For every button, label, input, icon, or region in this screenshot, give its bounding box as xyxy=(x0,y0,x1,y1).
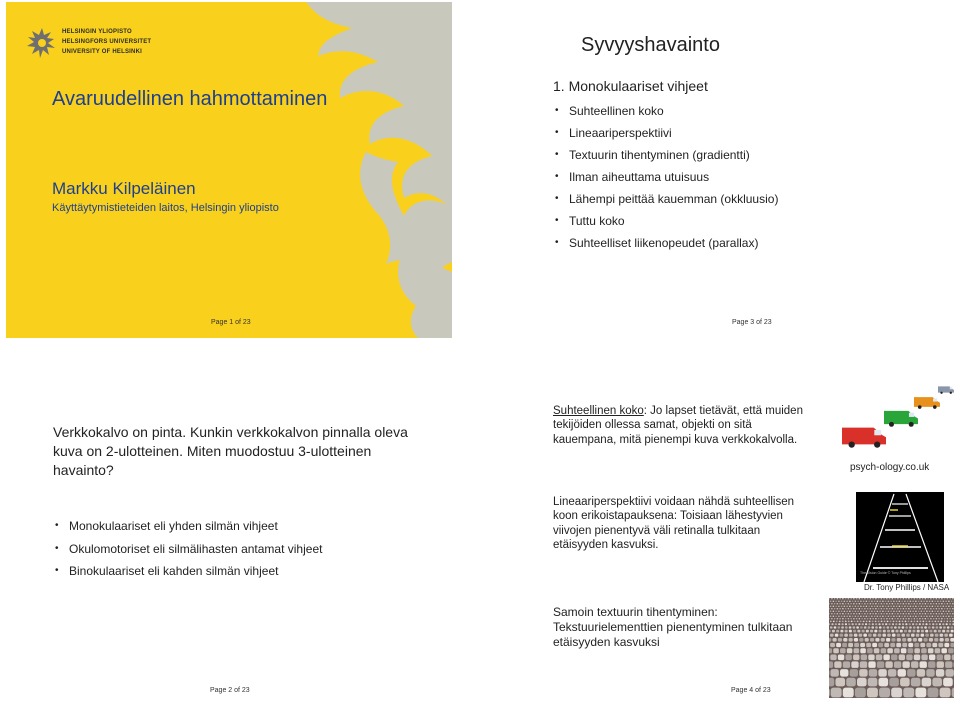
railway-tracks-image xyxy=(856,492,944,582)
van-1 xyxy=(842,428,886,448)
list-item: • Suhteellinen koko xyxy=(555,104,778,126)
van-3 xyxy=(914,397,940,409)
slide-2-question: Verkkokalvo on pinta. Kunkin verkkokalvon pinnalla oleva kuva on 2-ulotteinen. Miten muodostuu 3-ulotteinen havainto? xyxy=(53,424,408,478)
page-number-3: Page 3 of 23 xyxy=(732,319,772,326)
relative-size-term: Suhteellinen koko xyxy=(553,405,644,417)
list-item: • Okulomotoriset eli silmälihasten antamat vihjeet xyxy=(55,542,322,565)
page-number-2: Page 2 of 23 xyxy=(210,687,250,694)
slide-3-title: Syvyyshavainto xyxy=(581,34,720,56)
university-logo-icon xyxy=(24,26,60,62)
monocular-cues-list xyxy=(555,104,778,258)
list-item: • Lähempi peittää kauemman (okkluusio) xyxy=(555,192,778,214)
logo-text-sv: HELSINGFORS UNIVERSITET xyxy=(62,39,152,45)
cobblestone-texture-image xyxy=(829,598,954,698)
vans-illustration xyxy=(838,380,958,456)
van-2 xyxy=(884,411,918,427)
list-item: • Ilman aiheuttama utuisuus xyxy=(555,170,778,192)
list-item: • Textuurin tihentyminen (gradientti) xyxy=(555,148,778,170)
list-item: • Binokulaariset eli kahden silmän vihjeet xyxy=(55,564,322,587)
logo-text-fi: HELSINGIN YLIOPISTO xyxy=(62,29,132,35)
cue-types-list xyxy=(55,519,322,587)
railway-image-credit: Dr. Tony Phillips / NASA xyxy=(864,583,950,592)
van-4 xyxy=(938,386,954,394)
vans-image-credit: psych-ology.co.uk xyxy=(850,462,930,473)
slide-1-title: Avaruudellinen hahmottaminen xyxy=(52,88,328,110)
texture-gradient-paragraph: Samoin textuurin tihentyminen: Tekstuurielementtien pienentyminen tulkitaan etäisyyden kasvuksi xyxy=(553,605,793,649)
list-item: • Monokulaariset eli yhden silmän vihjeet xyxy=(55,519,322,542)
relative-size-paragraph xyxy=(553,404,813,447)
logo-text-en: UNIVERSITY OF HELSINKI xyxy=(62,49,142,55)
slide-1-title-slide xyxy=(6,2,452,338)
list-item: • Tuttu koko xyxy=(555,214,778,236)
author-name: Markku Kilpeläinen xyxy=(52,179,196,198)
list-item: • Suhteelliset liikenopeudet (parallax) xyxy=(555,236,778,258)
page-number-4: Page 4 of 23 xyxy=(731,687,771,694)
slide-3-heading: 1. Monokulaariset vihjeet xyxy=(553,78,708,94)
list-item: • Lineaariperspektiivi xyxy=(555,126,778,148)
linear-perspective-paragraph: Lineaariperspektiivi voidaan nähdä suhteellisen koon erikoistapauksena: Toisiaan lähestyvien viivojen pienentyvä väli retinalla tulkitaan etäisyyden kasvuksi. xyxy=(553,496,795,552)
railway-image-caption: The Vision Guide © Tony Phillips xyxy=(860,571,911,575)
page-number-1: Page 1 of 23 xyxy=(211,319,251,326)
author-affiliation: Käyttäytymistieteiden laitos, Helsingin yliopisto xyxy=(52,202,279,214)
relative-size-text: : Jo lapset tietävät, että muiden tekijöiden ollessa samat, objekti on sitä kauempana, mitä pienempi kuva verkkokalvolla. xyxy=(553,405,803,446)
